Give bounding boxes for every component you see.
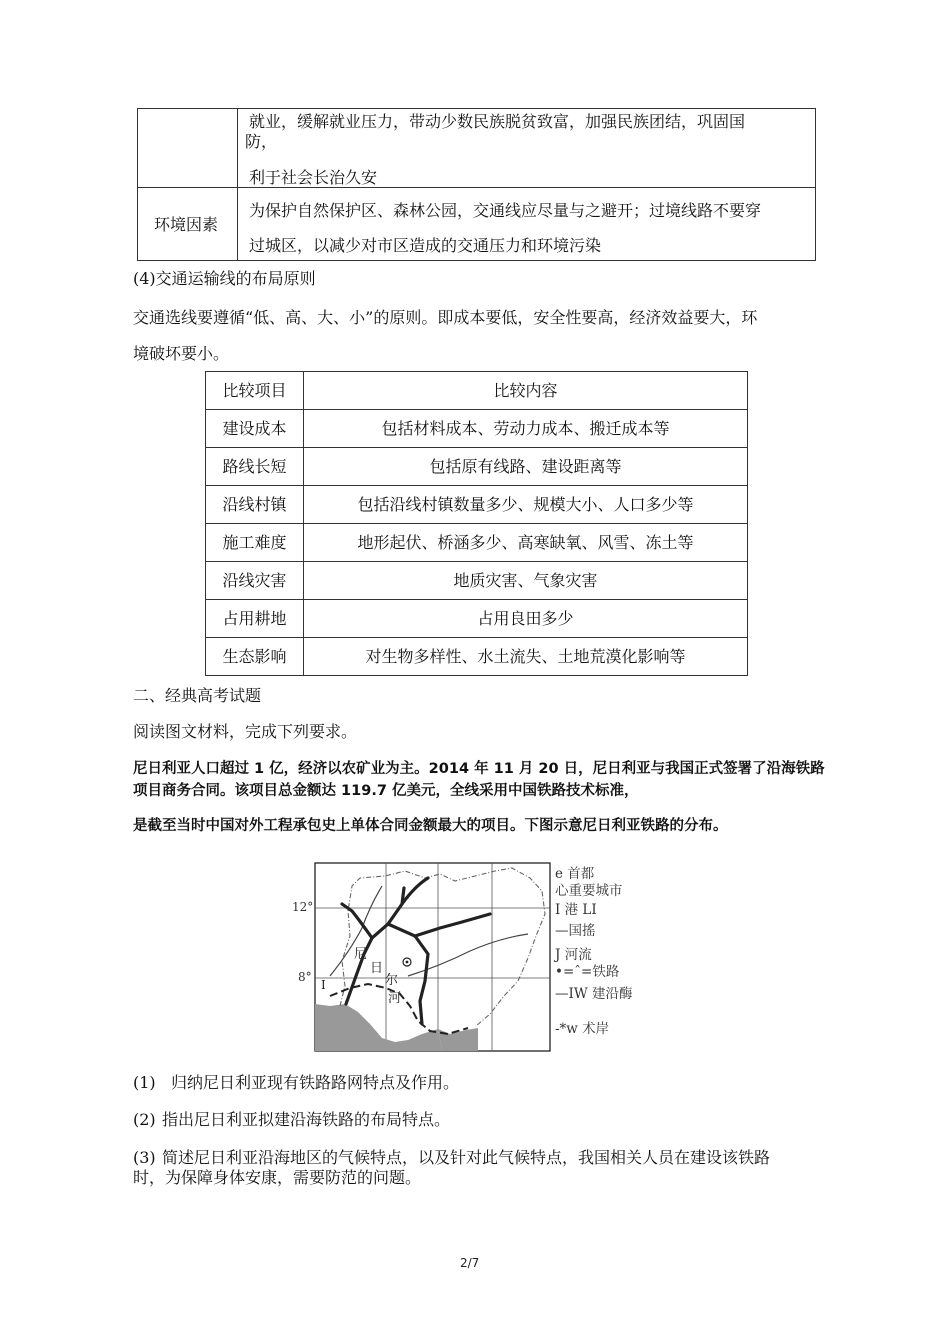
row-content: 地质灾害、气象灾害	[304, 562, 748, 600]
river-label: 尔	[385, 973, 399, 988]
top-table	[137, 108, 816, 261]
paragraph-line: 交通选线要遵循“低、高、大、小”的原则。即成本要低，安全性要高，经济效益要大，环	[133, 308, 758, 327]
river-label: 尼	[354, 947, 368, 962]
table-cell-text: 防，	[245, 132, 278, 151]
table-row	[206, 562, 748, 600]
table-row	[206, 486, 748, 524]
map-mark: I	[321, 978, 326, 992]
question-number: (2)	[133, 1110, 156, 1129]
row-content: 对生物多样性、水土流失、土地荒漠化影响等	[304, 638, 748, 676]
legend-railway: •=ˆ=铁路	[555, 964, 620, 980]
section-heading: 二、经典高考试题	[133, 686, 262, 705]
row-content: 占用良田多少	[304, 600, 748, 638]
latitude-label: 12°	[292, 900, 314, 914]
row-label: 路线长短	[206, 448, 304, 486]
question-number: (1)	[133, 1073, 156, 1092]
section-heading: (4)交通运输线的布局原则	[133, 269, 316, 288]
row-label: 施工难度	[206, 524, 304, 562]
table-divider	[138, 187, 815, 188]
legend-border: —国搖	[555, 923, 596, 939]
table-divider	[237, 109, 238, 260]
row-content: 包括材料成本、劳动力成本、搬迁成本等	[304, 410, 748, 448]
latitude-label: 8°	[298, 970, 312, 984]
row-label: 沿线村镇	[206, 486, 304, 524]
material-line: 是截至当时中国对外工程承包史上单体合同金额最大的项目。下图示意尼日利亚铁路的分布。	[133, 818, 728, 834]
row-content: 包括沿线村镇数量多少、规模大小、人口多少等	[304, 486, 748, 524]
question-number: (3)	[133, 1148, 156, 1167]
table-row	[206, 524, 748, 562]
table-row	[206, 410, 748, 448]
river-label: 河	[388, 991, 402, 1006]
table-cell-text: 过城区，以减少对市区造成的交通压力和环境污染	[249, 236, 602, 255]
table-row-label: 环境因素	[154, 215, 219, 234]
row-content: 包括原有线路、建设距离等	[304, 448, 748, 486]
table-row	[206, 638, 748, 676]
question-text: 简述尼日利亚沿海地区的气候特点，以及针对此气候特点，我国相关人员在建设该铁路	[162, 1148, 771, 1167]
row-label: 沿线灾害	[206, 562, 304, 600]
comparison-table	[205, 371, 748, 676]
paragraph-line: 境破坏要小。	[133, 344, 230, 363]
header-cell: 比较项目	[206, 372, 304, 410]
table-cell-text: 为保护自然保护区、森林公园，交通线应尽量与之避开；过境线路不要穿	[249, 201, 762, 220]
row-content: 地形起伏、桥涵多少、高寒缺氧、风雪、冻土等	[304, 524, 748, 562]
row-label: 生态影响	[206, 638, 304, 676]
question-text: 指出尼日利亚拟建沿海铁路的布局特点。	[162, 1110, 451, 1129]
header-cell: 比较内容	[304, 372, 748, 410]
row-label: 建设成本	[206, 410, 304, 448]
page-number: 2/7	[460, 1256, 480, 1270]
material-line: 尼日利亚人口超过 1 亿，经济以农矿业为主。2014 年 11 月 20 日，尼日利亚与我国正式签署了沿海铁路	[133, 761, 825, 777]
paragraph-line: 阅读图文材料，完成下列要求。	[133, 722, 358, 741]
row-label: 占用耕地	[206, 600, 304, 638]
question-text: 时，为保障身体安康，需要防范的问题。	[133, 1168, 422, 1187]
legend-coast: -*w 术岸	[555, 1021, 610, 1037]
table-row	[206, 448, 748, 486]
material-line: 项目商务合同。该项目总金额达 119.7 亿美元，全线采用中国铁路技术标准，	[133, 783, 639, 799]
table-row	[206, 600, 748, 638]
table-cell-text: 利于社会长治久安	[249, 168, 378, 187]
legend-city: 心重要城市	[555, 883, 623, 899]
legend-river: J 河流	[555, 947, 592, 963]
legend-capital: e 首都	[555, 866, 595, 882]
river-label: 日	[370, 961, 384, 976]
table-header-row	[206, 372, 748, 410]
legend-port: I 港 LI	[555, 902, 597, 918]
question-text: 归纳尼日利亚现有铁路路网特点及作用。	[171, 1073, 460, 1092]
legend-planned-railway: —IW 建沿酶	[555, 986, 633, 1002]
table-cell-text: 就业，缓解就业压力，带动少数民族脱贫致富，加强民族团结，巩固国	[249, 112, 746, 131]
